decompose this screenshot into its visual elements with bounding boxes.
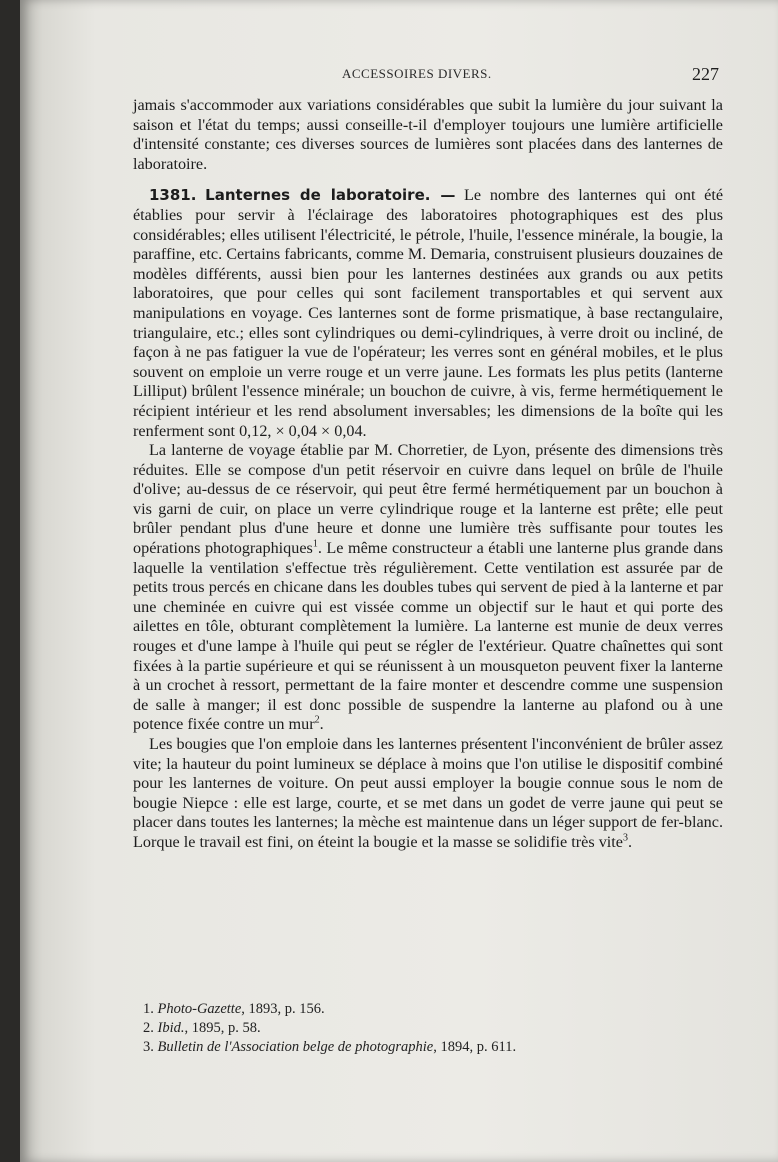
footnote-source: Photo-Gazette xyxy=(157,1001,242,1017)
paragraph-text: La lanterne de voyage établie par M. Chorretier, de Lyon, présente des dimensions très réduites. Elle se compose d'un petit réservoir en cuivre dans lequel on brûle de l'huile d'olive; au-dessus de ce réservoir, qui peut être fermé hermétiquement par un bouchon à vis garni de cuir, on place un verre cylindrique rouge et la lanterne est prête; elle peut brûler pendant plus d'une heure et donne une lumière très suffisante pour toutes les opérations photographiques xyxy=(133,441,723,558)
footnote-3 xyxy=(133,1038,723,1057)
footnote-2 xyxy=(133,1019,723,1038)
footnote-number: 1. xyxy=(143,1001,154,1017)
section-title: Lanternes de laboratoire. — xyxy=(205,186,456,205)
paragraph-text: . xyxy=(627,832,633,851)
footnote-source: Ibid. xyxy=(157,1020,185,1036)
page-number: 227 xyxy=(692,64,719,84)
paragraph-bougies xyxy=(133,735,723,853)
footnote-ref-1[interactable]: 1 xyxy=(312,538,318,550)
paragraph-continuation: jamais s'accommoder aux variations considérables que subit la lumière du jour suivant la saison et l'état du temps; aussi conseille-t-il d'employer toujours une lumière artificielle d'intensité constante; ces diverses sources de lumières sont placées dans des lanternes de laboratoire. xyxy=(133,96,723,173)
footnote-source: Bulletin de l'Association belge de photographie xyxy=(157,1039,434,1055)
footnote-1 xyxy=(133,1000,723,1019)
body-text xyxy=(133,96,723,853)
paragraph-text: . xyxy=(319,715,324,734)
section-text: Le nombre des lanternes qui ont été établies pour servir à l'éclairage des laboratoires photographiques est des plus considérables; elles utilisent l'électricité, le pétrole, l'huile, l'essence minérale, la bougie, la paraffine, etc. Certains fabricants, comme M. Demaria, construisent plusieurs douzaines de modèles différents, aussi bien pour les lanternes destinées aux grands ou aux petits laboratoires, que pour celles qui sont facilement transportables et qui servent aux manipulations en voyage. Ces lanternes sont de forme prismatique, à base rectangulaire, triangulaire, etc.; elles sont cylindriques ou demi-cylindriques, à verre droit ou incliné, de façon à ne pas fatiguer la vue de l'opérateur; les verres sont en général mobiles, et le plus souvent on emploie un verre rouge et un verre jaune. Les formats les plus petits (lanterne Lilliput) brûlent l'essence minérale; un bouchon de cuivre, à vis, ferme hermétiquement le récipient intérieur et les rend absolument inversables; les dimensions de la boîte qui les renferment sont 0,12, × 0,04 × 0,04. xyxy=(133,186,724,440)
paragraph-text: . Le même constructeur a établi une lanterne plus grande dans laquelle la ventilation s'effectue très régulièrement. Cette ventilation est assurée par de petits trous percés en chicane dans les doubles tubes qui servent de pied à la lanterne et par une cheminée en cuivre qui est vissée comme un objectif sur le haut et qui porte des ailettes en tôle, obturant complètement la lumière. La lanterne est munie de deux verres rouges et d'une lampe à l'huile qui peut se régler de l'extérieur. Quatre chaînettes qui sont fixées à la partie supérieure et qui se réunissent à un mousqueton peuvent fixer la lanterne à un crochet à ressort, permettant de la faire monter et descendre comme une suspension de salle à manger; il est donc possible de suspendre la lanterne au plafond ou à une potence fixée contre un mur xyxy=(133,539,723,734)
section-paragraph xyxy=(133,186,723,441)
footnote-ref-2[interactable]: 2 xyxy=(314,715,320,727)
section-number: 1381. xyxy=(149,186,197,205)
footnote-ref: , 1893, p. 156. xyxy=(241,1001,325,1017)
footnote-number: 3. xyxy=(143,1039,154,1055)
book-page xyxy=(20,0,778,1162)
page-header xyxy=(20,64,778,84)
running-head: ACCESSOIRES DIVERS. xyxy=(342,66,492,81)
footnotes xyxy=(133,1000,723,1057)
footnote-ref-3[interactable]: 3 xyxy=(622,832,628,844)
paragraph-text: Les bougies que l'on emploie dans les lanternes présentent l'inconvénient de brûler assez vite; la hauteur du point lumineux se déplace à moins que l'on utilise le dispositif combiné pour les lanternes de voiture. On peut aussi employer la bougie connue sous le nom de bougie Niepce : elle est large, courte, et se met dans un godet de verre jaune qui peut se placer dans toutes les lanternes; la mèche est maintenue dans un léger support de fer-blanc. Lorque le travail est fini, on éteint la bougie et la masse se solidifie très vite xyxy=(133,735,723,851)
paragraph-chorretier xyxy=(133,441,723,735)
footnote-ref: , 1895, p. 58. xyxy=(184,1020,261,1036)
footnote-number: 2. xyxy=(143,1020,154,1036)
footnote-ref: , 1894, p. 611. xyxy=(433,1039,517,1055)
